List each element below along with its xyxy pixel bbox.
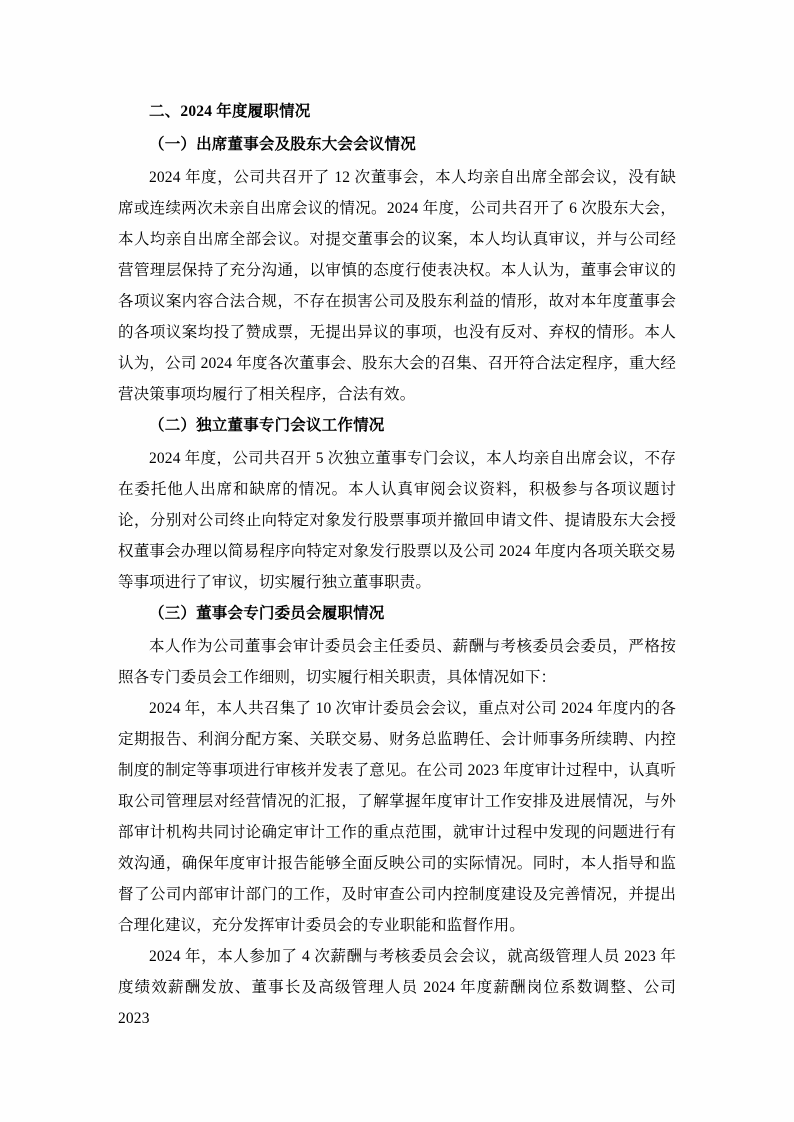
paragraph-independent-director-meetings: 2024 年度，公司共召开 5 次独立董事专门会议，本人均亲自出席会议，不存在委托他人出席和缺席的情况。本人认真审阅会议资料，积极参与各项议题讨论，分别对公司终止向特定对象发行股票事项并撤回申请文件、提请股东大会授权董事会办理以简易程序向特定对象发行股票以及公司 2024 年度内各项关联交易等事项进行了审议，切实履行独立董事职责。 xyxy=(118,450,676,591)
paragraph-remuneration-committee: 2024 年，本人参加了 4 次薪酬与考核委员会会议，就高级管理人员 2023 年度绩效薪酬发放、董事长及高级管理人员 2024 年度薪酬岗位系数调整、公司 2023 xyxy=(118,948,676,1027)
section-heading-2: 二、2024 年度履职情况 xyxy=(149,103,311,120)
subsection-heading-3: （三）董事会专门委员会履职情况 xyxy=(149,605,385,622)
subsection-heading-1: （一）出席董事会及股东大会会议情况 xyxy=(149,136,416,153)
paragraph-board-meetings: 2024 年度，公司共召开了 12 次董事会，本人均亲自出席全部会议，没有缺席或连续两次未亲自出席会议的情况。2024 年度，公司共召开了 6 次股东大会，本人均亲自出席全部会议。对提交董事会的议案，本人均认真审议，并与公司经营管理层保持了充分沟通，以审慎的态度行使表决权。本人认为，董事会审议的各项议案内容合法合规，不存在损害公司及股东利益的情形，故对本年度董事会的各项议案均投了赞成票，无提出异议的事项，也没有反对、弃权的情形。本人认为，公司 2024 年度各次董事会、股东大会的召集、召开符合法定程序，重大经营决策事项均履行了相关程序，合法有效。 xyxy=(118,169,676,403)
paragraph-audit-committee: 2024 年，本人共召集了 10 次审计委员会会议，重点对公司 2024 年度内的各定期报告、利润分配方案、关联交易、财务总监聘任、会计师事务所续聘、内控制度的制定等事项进行审核并发表了意见。在公司 2023 年度审计过程中，认真听取公司管理层对经营情况的汇报，了解掌握年度审计工作安排及进展情况，与外部审计机构共同讨论确定审计工作的重点范围，就审计过程中发现的问题进行有效沟通，确保年度审计报告能够全面反映公司的实际情况。同时，本人指导和监督了公司内部审计部门的工作，及时审查公司内控制度建设及完善情况，并提出合理化建议，充分发挥审计委员会的专业职能和监督作用。 xyxy=(118,700,676,934)
paragraph-committee-role: 本人作为公司董事会审计委员会主任委员、薪酬与考核委员会委员，严格按照各专门委员会工作细则，切实履行相关职责，具体情况如下： xyxy=(118,638,676,686)
document-body xyxy=(118,96,676,1034)
subsection-heading-2: （二）独立董事专门会议工作情况 xyxy=(149,417,385,434)
